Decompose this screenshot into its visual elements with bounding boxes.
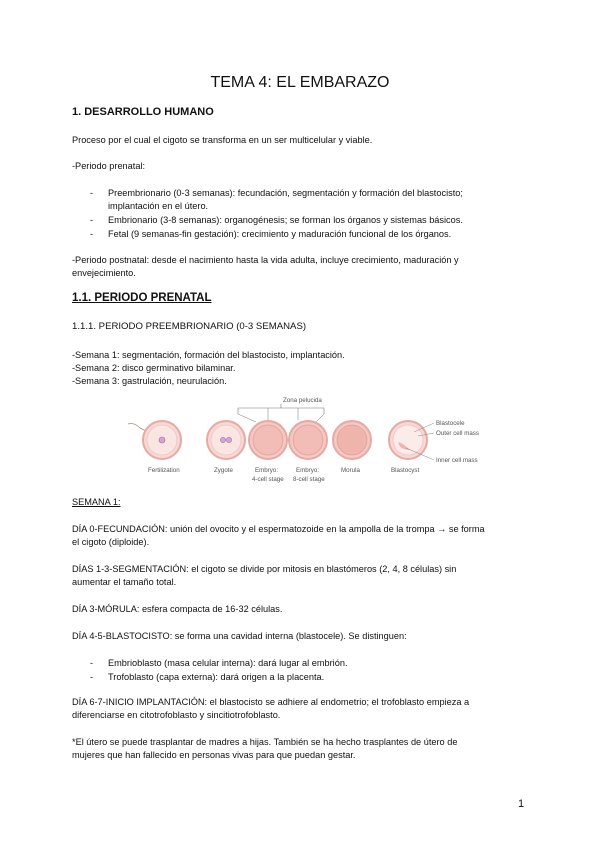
dia0-text: DÍA 0-FECUNDACIÓN: unión del ovocito y el espermatozoide en la ampolla de la trompa → se forma <box>72 524 485 534</box>
note-text: *El útero se puede trasplantar de madres a hijas. También se ha hecho trasplantes de útero de <box>72 737 458 747</box>
intro-text: Proceso por el cual el cigoto se transforma en un ser multicelular y viable. <box>72 135 373 145</box>
section-heading-desarrollo: 1. DESARROLLO HUMANO <box>72 106 214 118</box>
dia67-text-continuation: diferenciarse en citotrofoblasto y sincitiotrofoblasto. <box>72 710 281 720</box>
page-number: 1 <box>518 798 525 810</box>
dia3-text: DÍA 3-MÓRULA: esfera compacta de 16-32 células. <box>72 604 283 614</box>
zona-bracket <box>238 404 324 414</box>
bullet: - <box>90 672 94 682</box>
figure-label-inner-cell-mass: Inner cell mass <box>436 457 478 464</box>
stage-label: Zygote <box>214 467 233 474</box>
stage-label: Morula <box>341 467 360 474</box>
list-item: Preembrionario (0-3 semanas): fecundación, segmentación y formación del blastocisto; <box>108 188 463 198</box>
note-text-continuation: mujeres que han fallecido en personas vivas para que puedan gestar. <box>72 750 356 760</box>
list-item: Embrionario (3-8 semanas): organogénesis; se forman los órganos y sistemas básicos. <box>108 215 463 225</box>
bullet: - <box>90 188 94 198</box>
prenatal-label: -Periodo prenatal: <box>72 161 146 171</box>
postnatal-text: -Periodo postnatal: desde el nacimiento hasta la vida adulta, incluye crecimiento, maduración y <box>72 255 459 265</box>
stage-label: Embryo: <box>255 467 279 474</box>
week-line: -Semana 2: disco germinativo bilaminar. <box>72 363 236 373</box>
list-item: Trofoblasto (capa externa): dará origen a la placenta. <box>108 672 325 682</box>
list-item: Fetal (9 semanas-fin gestación): crecimiento y maduración funcional de los órganos. <box>108 229 452 239</box>
embryo-development-figure <box>118 384 488 492</box>
week-line: -Semana 1: segmentación, formación del blastocisto, implantación. <box>72 350 345 360</box>
stage-label: 8-cell stage <box>293 476 325 483</box>
dia13-text: DÍAS 1-3-SEGMENTACIÓN: el cigoto se divide por mitosis en blastómeros (2, 4, 8 células) sin <box>72 564 457 574</box>
postnatal-text-continuation: envejecimiento. <box>72 268 136 278</box>
stage-label: Fertilization <box>148 467 180 474</box>
dia13-text-continuation: aumentar el tamaño total. <box>72 577 177 587</box>
section-heading-prenatal: 1.1. PERIODO PRENATAL <box>72 292 212 304</box>
figure-label-blastocele: Blastocele <box>436 420 465 427</box>
stage-label: Blastocyst <box>391 467 420 474</box>
page-title: TEMA 4: EL EMBARAZO <box>210 74 390 91</box>
list-item-continuation: implantación en el útero. <box>108 201 209 211</box>
dia45-text: DÍA 4-5-BLASTOCISTO: se forma una cavidad interna (blastocele). Se distinguen: <box>72 631 407 641</box>
semana1-heading: SEMANA 1: <box>72 497 121 507</box>
figure-label-outer-cell-mass: Outer cell mass <box>436 430 479 437</box>
list-item: Embrioblasto (masa celular interna): dará lugar al embrión. <box>108 658 348 668</box>
stage-label: Embryo: <box>296 467 320 474</box>
figure-label-zona: Zona pelucida <box>283 397 322 404</box>
dia0-text-continuation: el cigoto (diploide). <box>72 537 150 547</box>
dia67-text: DÍA 6-7-INICIO IMPLANTACIÓN: el blastocisto se adhiere al endometrio; el trofoblasto empieza a <box>72 697 470 707</box>
bullet: - <box>90 658 94 668</box>
bullet: - <box>90 229 94 239</box>
subsection-heading-preembrionario: 1.1.1. PERIODO PREEMBRIONARIO (0-3 SEMANAS) <box>72 321 307 332</box>
week-line: -Semana 3: gastrulación, neurulación. <box>72 376 227 386</box>
bullet: - <box>90 215 94 225</box>
stage-label: 4-cell stage <box>252 476 284 483</box>
